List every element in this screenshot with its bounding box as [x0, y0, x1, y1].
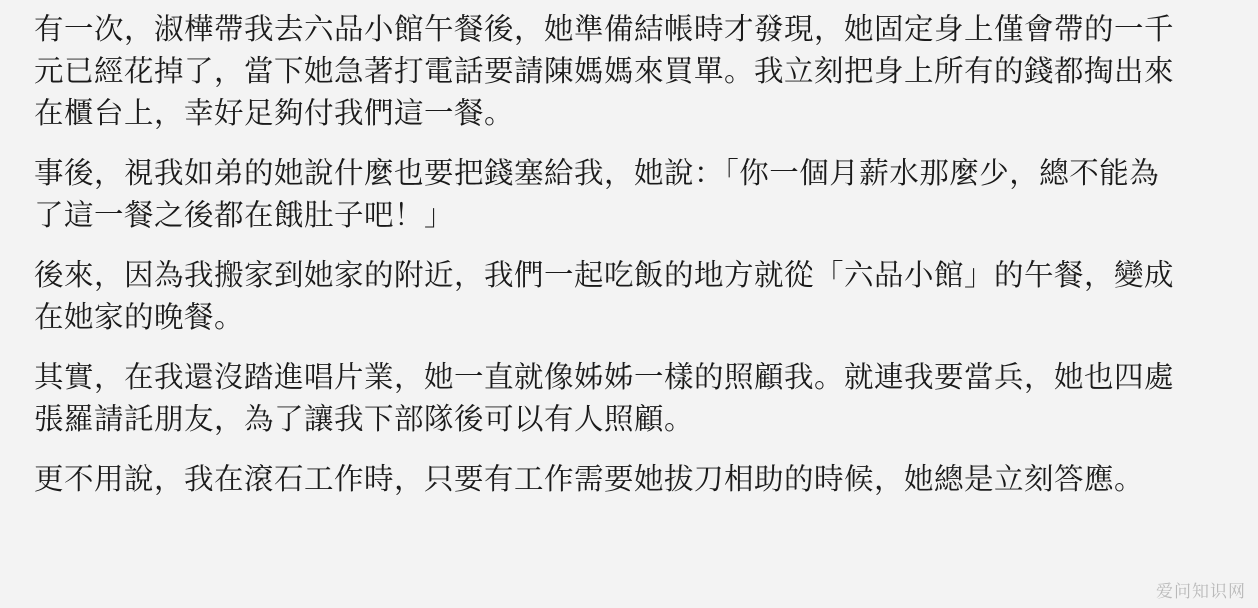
paragraph-3: 後來，因為我搬家到她家的附近，我們一起吃飯的地方就從「六品小館」的午餐，變成在她家的晚餐。 — [34, 258, 1175, 334]
article-body — [34, 0, 1174, 500]
paragraph-5: 更不用說，我在滾石工作時，只要有工作需要她拔刀相助的時候，她總是立刻答應。 — [34, 462, 1145, 496]
paragraph-2: 事後，視我如弟的她說什麼也要把錢塞給我，她說：「你一個月薪水那麼少，總不能為了這一餐之後都在餓肚子吧！」 — [34, 156, 1160, 232]
paragraph-1: 有一次，淑樺帶我去六品小館午餐後，她準備結帳時才發現，她固定身上僅會帶的一千元已經花掉了，當下她急著打電話要請陳媽媽來買單。我立刻把身上所有的錢都掏出來在櫃台上，幸好足夠付我們這一餐。 — [34, 12, 1175, 130]
watermark-label: 爱问知识网 — [1156, 582, 1246, 602]
paragraph-4: 其實，在我還沒踏進唱片業，她一直就像姊姊一樣的照顧我。就連我要當兵，她也四處張羅請託朋友，為了讓我下部隊後可以有人照顧。 — [34, 360, 1175, 436]
